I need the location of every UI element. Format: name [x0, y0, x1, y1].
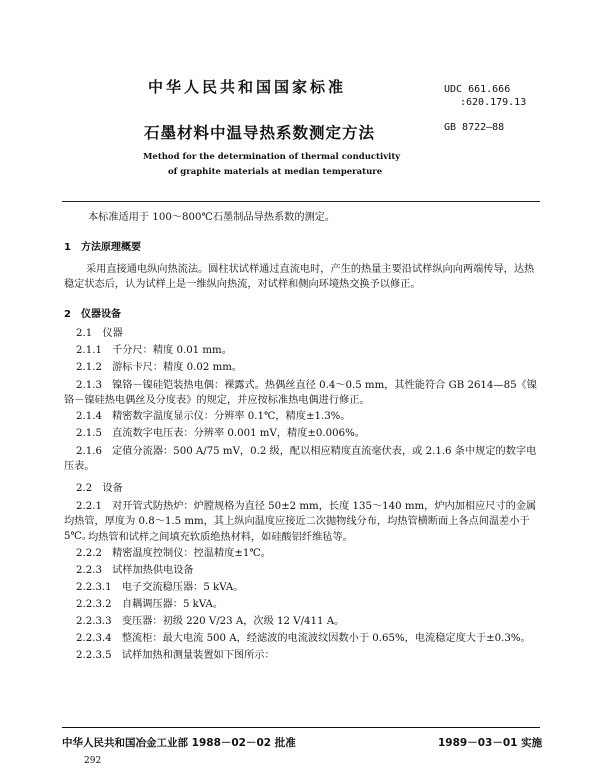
section-1-paragraph: 采用直接通电纵向热流法。圆柱状试样通过直流电时，产生的热量主要沿试样纵向向两端传导，达热稳定状态后，认为试样上是一维纵向热流，对试样和侧向环境热交换予以修正。 — [64, 264, 535, 290]
standard-title-english-line1: Method for the determination of thermal conductivity — [143, 152, 401, 162]
udc-code-line1: UDC 661.666 — [444, 84, 511, 95]
clause-2-1-2: 2.1.2 游标卡尺：精度 0.02 mm。 — [76, 362, 243, 373]
effective-date: 1989－03－01 实施 — [438, 737, 543, 749]
clause-2-1-6: 2.1.6 定值分流器：500 A/75 mV，0.2 级，配以相应精度直流毫伏表，或 2.1.6 条中规定的数字电压表。 — [64, 446, 537, 472]
clause-2-2-2: 2.2.2 精密温度控制仪：控温精度±1℃。 — [76, 548, 271, 559]
clause-2-2-1-note: 均热管和试样之间填充软质绝热材料，如硅酸铝纤维毡等。 — [88, 532, 353, 543]
clause-2-2-3-2: 2.2.3.2 自耦调压器：5 kVA。 — [76, 599, 224, 610]
footer-divider — [62, 727, 540, 728]
clause-2-1: 2.1 仪器 — [76, 328, 123, 339]
clause-2-2: 2.2 设备 — [76, 483, 123, 494]
clause-2-2-3-4: 2.2.3.4 整流柜：最大电流 500 A，经滤波的电流波纹因数小于 0.65%，电流稳定度大于±0.3%。 — [76, 633, 531, 644]
clause-2-1-5: 2.1.5 直流数字电压表：分辨率 0.001 mV，精度±0.006%。 — [76, 428, 365, 439]
issuing-authority: 中华人民共和国国家标准 — [148, 78, 347, 96]
gb-standard-number: GB 8722—88 — [444, 122, 505, 133]
clause-2-2-1: 2.2.1 对开管式防热炉：炉膛规格为直径 50±2 mm，长度 135～140 mm，炉内加相应尺寸的金属均热管，厚度为 0.8～1.5 mm，其上纵向温度应接近二次抛物线分布，均热管横断面上各点间温差小于 5℃。 — [64, 501, 537, 542]
clause-2-2-3-3: 2.2.3.3 变压器：初级 220 V/23 A，次级 12 V/411 A。 — [76, 616, 345, 627]
clause-2-1-1: 2.1.1 千分尺：精度 0.01 mm。 — [76, 345, 232, 356]
section-1-heading: 1 方法原理概要 — [64, 242, 141, 253]
standard-title-chinese: 石墨材料中温导热系数测定方法 — [144, 124, 376, 142]
page-number: 292 — [84, 756, 102, 766]
clause-2-2-3-1: 2.2.3.1 电子交流稳压器：5 kVA。 — [76, 582, 244, 593]
header-divider — [62, 201, 540, 202]
clause-2-2-3-5: 2.2.3.5 试样加热和测量装置如下图所示： — [76, 650, 275, 661]
approval-statement: 中华人民共和国冶金工业部 1988－02－02 批准 — [62, 737, 296, 749]
section-2-heading: 2 仪器设备 — [64, 309, 121, 320]
udc-code-line2: :620.179.13 — [460, 97, 527, 108]
clause-2-1-3: 2.1.3 镍铬－镍硅铠装热电偶：裸露式。热偶丝直径 0.4～0.5 mm，其性能符合 GB 2614—85《镍铬－镍硅热电偶丝及分度表》的规定，并应按标准热电偶进行修正。 — [64, 380, 537, 406]
standard-title-english-line2: of graphite materials at median temperature — [168, 167, 383, 177]
clause-2-2-3: 2.2.3 试样加热供电设备 — [76, 565, 194, 576]
clause-2-1-4: 2.1.4 精密数字温度显示仪：分辨率 0.1℃，精度±1.3%。 — [76, 411, 351, 422]
scope-statement: 本标准适用于 100～800℃石墨制品导热系数的测定。 — [88, 212, 336, 223]
